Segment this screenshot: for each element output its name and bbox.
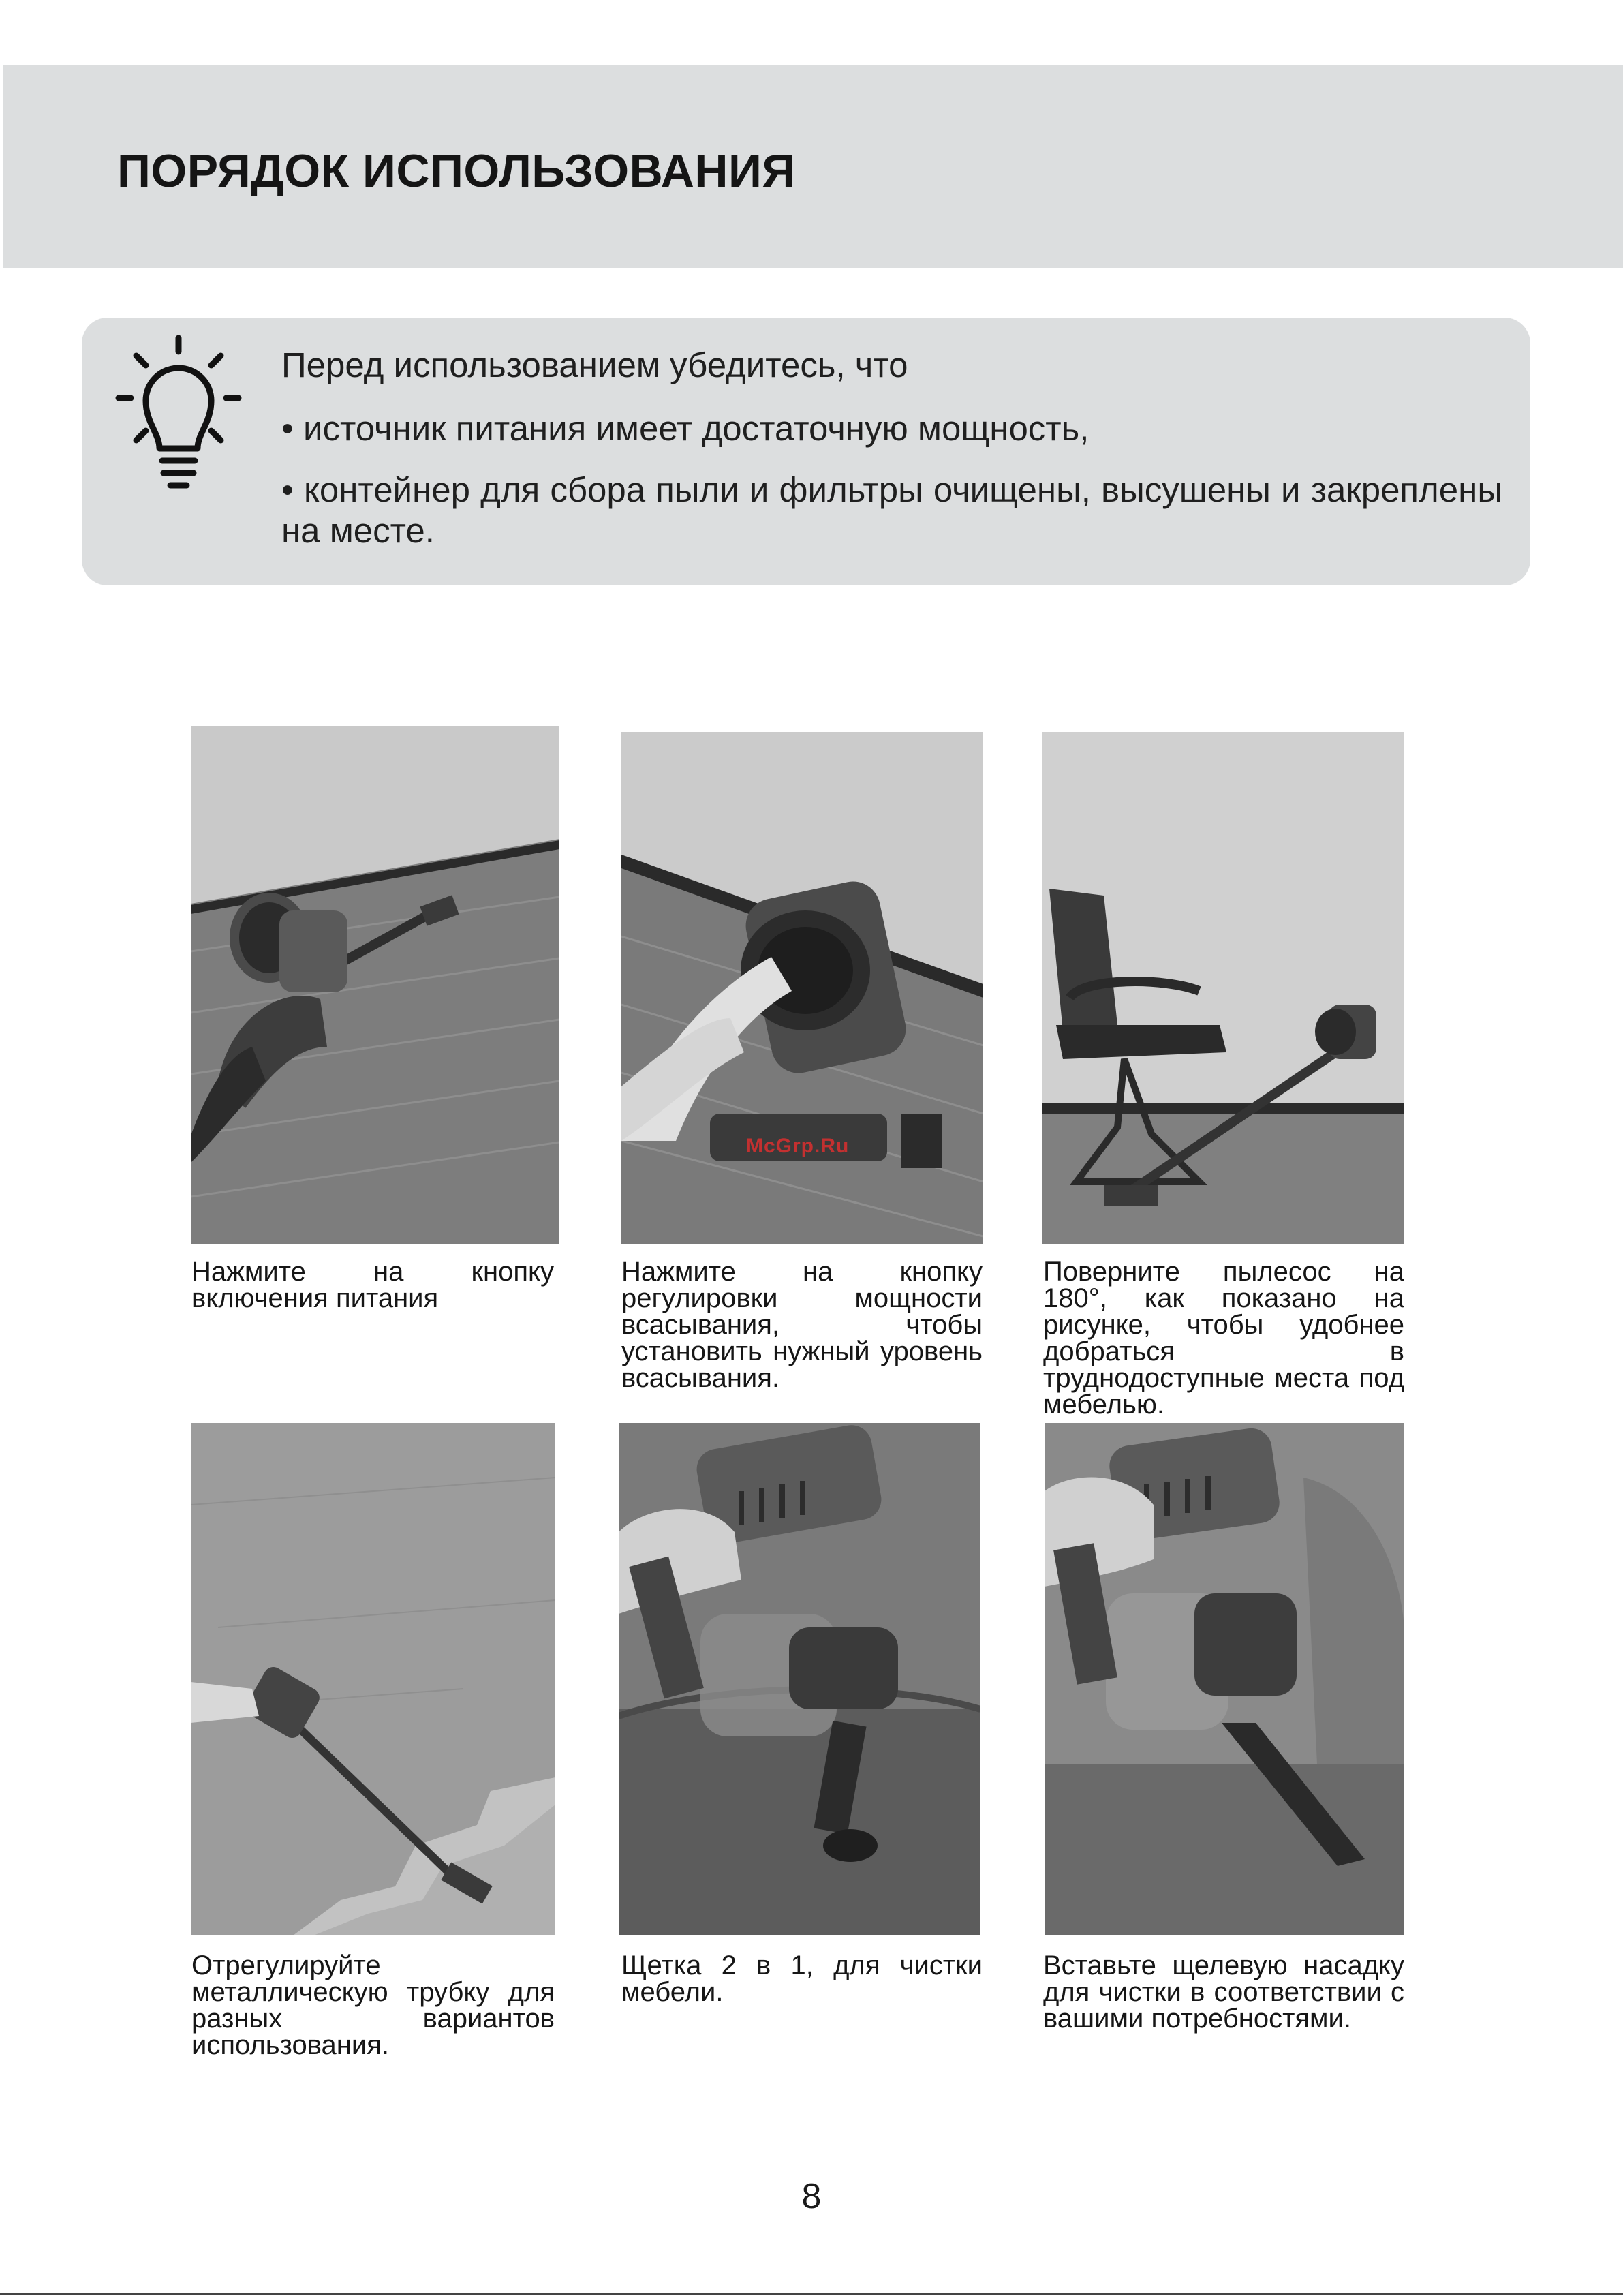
- notice-bullet-power: • источник питания имеет достаточную мощность,: [281, 409, 1089, 448]
- step-3-caption: Поверните пылесос на 180°, как показано на рисунке, чтобы удобнее добраться в труднодоступные места под мебелью.: [1043, 1257, 1404, 1420]
- photo-under-furniture: [1042, 732, 1404, 1244]
- photo-furniture-brush: [619, 1423, 980, 1935]
- step-4-caption: Отрегулируйте металлическую трубку для разных вариантов использования.: [191, 1950, 555, 2060]
- lightbulb-icon: [110, 333, 247, 496]
- page-title: ПОРЯДОК ИСПОЛЬЗОВАНИЯ: [117, 145, 796, 197]
- step-5-caption: Щетка 2 в 1, для чистки мебели.: [621, 1950, 983, 2007]
- notice-bullet-container: • контейнер для сбора пыли и фильтры очищены, высушены и закреплены на месте.: [281, 470, 1502, 550]
- notice-intro: Перед использованием убедитесь, что: [281, 346, 908, 384]
- photo-stairs: [191, 1423, 555, 1935]
- step-2-caption: Нажмите на кнопку регулировки мощности всасывания, чтобы установить нужный уровень всасывания.: [621, 1257, 983, 1393]
- step-6-caption: Вставьте щелевую насадку для чистки в соответствии с вашими потребностями.: [1043, 1950, 1404, 2034]
- notice-text: [281, 345, 1502, 551]
- bottom-rule: [0, 2293, 1623, 2295]
- watermark-text: McGrp.Ru: [746, 1135, 850, 1157]
- photo-suction-button: [621, 732, 983, 1244]
- photo-power-button: [191, 726, 559, 1244]
- photo-crevice-tool: [1045, 1423, 1404, 1935]
- page-number: 8: [801, 2177, 822, 2216]
- step-1-caption: Нажмите на кнопку включения питания: [191, 1257, 554, 1313]
